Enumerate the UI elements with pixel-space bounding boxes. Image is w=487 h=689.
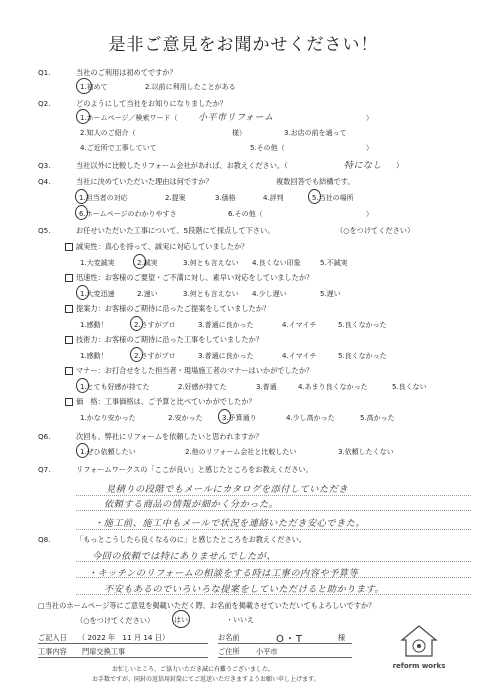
q4-text: 当社に決めていただいた理由は何ですか？ <box>76 177 213 186</box>
rating-option[interactable]: 2.誠実 <box>137 259 158 267</box>
q4-option-5[interactable]: 5.当社の場所 <box>312 194 354 202</box>
address-value: 小平市 <box>256 647 278 656</box>
rating-option[interactable]: 1.感動！ <box>80 321 108 329</box>
q6-option-1[interactable]: 1.ぜひ依頼したい <box>80 448 136 456</box>
q8-text: 「もっとこうしたら良くなるのに」と感じたところをお教えください。 <box>76 535 307 544</box>
date-label: ご記入日 <box>38 633 67 642</box>
q4-option-4[interactable]: 4.評判 <box>263 194 284 202</box>
q1-option-2[interactable]: 2.以前に利用したことがある <box>145 83 236 91</box>
consent-note: （○をつけてください） <box>76 616 155 625</box>
answer-line <box>76 529 471 530</box>
q2-paren-close: ） <box>366 114 373 122</box>
rating-option[interactable]: 1.大変誠実 <box>80 259 115 267</box>
rating-option[interactable]: 1.感動！ <box>80 352 108 360</box>
rating-option[interactable]: 5.高かった <box>360 414 395 422</box>
rating-option[interactable]: 5.良くない <box>392 383 427 391</box>
rating-option[interactable]: 4.あまり良くなかった <box>298 383 368 391</box>
rating-option[interactable]: 2.好感が持てた <box>178 383 227 391</box>
q5-category-speed: 迅速性：お客様のご要望・ご不満に対し、素早い対応をしていましたか？ <box>76 273 314 282</box>
q2-option-5-close: ） <box>366 144 373 152</box>
rating-option[interactable]: 3.普通 <box>256 383 277 391</box>
q8-handwritten-line-1: 今回の依頼では特にありませんでしたが、 <box>92 551 277 562</box>
q8-handwritten-line-2: ・キッチンのリフォームの相談をする時は工事の内容や予算等 <box>88 568 359 579</box>
answer-circle <box>76 78 92 94</box>
rating-option[interactable]: 1.かなり安かった <box>80 414 136 422</box>
q4-option-other-close: ） <box>366 210 373 218</box>
q4-option-1[interactable]: 1.担当者の対応 <box>79 194 128 202</box>
rating-option[interactable]: 4.イマイチ <box>282 352 317 360</box>
rating-option[interactable]: 1.大変迅速 <box>80 290 115 298</box>
q1-option-1[interactable]: 1.初めて <box>80 83 108 91</box>
q5-note: （○をつけてください） <box>336 226 415 235</box>
q4-option-other[interactable]: 6.その他（ <box>228 210 263 218</box>
q5-category-skill: 技術力：お客様のご期待に沿った工事をしていましたか？ <box>76 335 263 344</box>
category-box <box>65 243 73 251</box>
rating-option[interactable]: 2.安かった <box>168 414 203 422</box>
house-logo-icon <box>390 622 448 662</box>
q8-number: Q8. <box>38 535 51 544</box>
address-label: ご住所 <box>218 647 240 656</box>
q4-note: 複数回答でも結構です。 <box>276 177 355 186</box>
consent-text: □当社のホームページ等にご意見を掲載いただく際、お名前を掲載させていただいてもよろしいですか？ <box>38 601 376 610</box>
q2-option-1[interactable]: 1.ホームページ／検索ワード（ <box>80 114 178 122</box>
consent-yes[interactable]: はい <box>174 616 188 624</box>
rating-option[interactable]: 4.少し高かった <box>286 414 335 422</box>
q5-category-proposal: 提案力：お客様のご期待に沿ったご提案をしていましたか？ <box>76 304 271 313</box>
q4-option-3[interactable]: 3.価格 <box>215 194 236 202</box>
q2-option-2[interactable]: 2.知人のご紹介（ <box>80 129 136 137</box>
category-box <box>65 336 73 344</box>
rating-option[interactable]: 2.速い <box>137 290 158 298</box>
q2-text: どのようにして当社をお知りになりましたか？ <box>76 99 227 108</box>
q5-text: お任せいただいた工事について、5段階にて採点して下さい。 <box>76 226 275 235</box>
q3-paren-close: ） <box>396 161 404 170</box>
category-box <box>65 398 73 406</box>
date-value: （ 2022 年 11 月 14 日） <box>78 633 170 642</box>
q5-category-price: 価 格：工事価格は、ご予算と比べていかがでしたか？ <box>76 397 256 406</box>
q4-number: Q4. <box>38 177 51 186</box>
name-value: O・T <box>276 634 303 645</box>
rating-option[interactable]: 5.良くなかった <box>338 321 387 329</box>
rating-option[interactable]: 4.良くない印象 <box>252 259 301 267</box>
rating-option[interactable]: 2.さすがプロ <box>134 352 176 360</box>
q2-option-5[interactable]: 5.その他（ <box>250 144 285 152</box>
q6-option-2[interactable]: 2.他のリフォーム会社と比較したい <box>185 448 297 456</box>
category-box <box>65 305 73 313</box>
q6-number: Q6. <box>38 432 51 441</box>
date-underline <box>38 643 208 644</box>
rating-option[interactable]: 3.普通に良かった <box>198 352 254 360</box>
rating-option[interactable]: 3.何とも言えない <box>183 259 239 267</box>
rating-option[interactable]: 2.さすがプロ <box>134 321 176 329</box>
q2-option-3[interactable]: 3.お店の前を通って <box>284 129 347 137</box>
q7-handwritten-line-2: 依頼する商品の情報が細かく分かった。 <box>104 499 279 510</box>
category-box <box>65 367 73 375</box>
q4-option-2[interactable]: 2.提案 <box>165 194 186 202</box>
rating-option[interactable]: 4.イマイチ <box>282 321 317 329</box>
q6-text: 次回も、弊社にリフォームを依頼したいと思われますか？ <box>76 432 263 441</box>
page-title: 是非ご意見をお聞かせください！ <box>108 35 379 55</box>
q4-option-6[interactable]: 6.ホームページのわかりやすさ <box>79 210 177 218</box>
logo-text: reform works <box>392 662 446 670</box>
rating-option[interactable]: 4.少し遅い <box>252 290 287 298</box>
q5-category-manners: マナー：お打合せをした担当者・現場施工者のマナーはいかがでしたか？ <box>76 366 314 375</box>
work-label: 工事内容 <box>38 647 67 656</box>
q2-option-4[interactable]: 4.ご近所で工事していて <box>80 144 157 152</box>
q7-handwritten-line-1: 見積りの段階でもメールにカタログを添付していただき <box>106 484 349 495</box>
q5-number: Q5. <box>38 226 51 235</box>
answer-line <box>76 510 471 511</box>
q1-number: Q1. <box>38 68 51 77</box>
q6-option-3[interactable]: 3.依頼したくない <box>338 448 394 456</box>
rating-option[interactable]: 5.良くなかった <box>338 352 387 360</box>
category-box <box>65 274 73 282</box>
thanks-line-1: お忙しいところ、ご協力いただき誠に有難うございました。 <box>112 666 275 673</box>
q7-text: リフォームワークスの「ここが良い」と感じたところをお教えください。 <box>76 465 313 474</box>
consent-no[interactable]: ・いいえ <box>226 616 254 624</box>
q2-search-word-handwritten: 小平市リフォーム <box>198 113 274 123</box>
rating-option[interactable]: 5.不誠実 <box>320 259 348 267</box>
q3-number: Q3. <box>38 161 51 170</box>
address-underline <box>218 657 352 658</box>
q8-handwritten-line-3: 不安もあるのでいろいろな提案をしていただけると助かります。 <box>104 584 385 595</box>
work-underline <box>38 657 208 658</box>
rating-option[interactable]: 3.普通に良かった <box>198 321 254 329</box>
q2-number: Q2. <box>38 99 51 108</box>
name-underline <box>218 643 352 644</box>
rating-option[interactable]: 1.とても好感が持てた <box>80 383 150 391</box>
q2-option-2-suffix: 様） <box>232 129 246 137</box>
q3-text: 当社以外に比較したリフォーム会社があれば、お教えください。（ <box>76 161 288 170</box>
name-suffix: 様 <box>338 633 346 642</box>
rating-option[interactable]: 3.何とも言えない <box>183 290 239 298</box>
q1-text: 当社のご利用は初めてですか？ <box>76 68 177 77</box>
company-logo <box>390 622 448 672</box>
q7-handwritten-line-3: ・施工前、施工中もメールで状況を連絡いただき安心できた。 <box>94 518 366 529</box>
q5-category-sincerity: 誠実性：真心を持って、誠実に対応していましたか？ <box>76 242 249 251</box>
rating-option[interactable]: 3.予算通り <box>222 414 257 422</box>
q7-number: Q7. <box>38 465 51 474</box>
thanks-line-2: お手数ですが、同封の返信用封筒にてご返送いただきますようお願い申し上げます。 <box>92 676 320 683</box>
rating-option[interactable]: 5.遅い <box>320 290 341 298</box>
work-value: 門扉交換工事 <box>82 647 126 656</box>
name-label: お名前 <box>218 633 240 642</box>
q3-handwritten-answer: 特になし <box>344 161 383 171</box>
